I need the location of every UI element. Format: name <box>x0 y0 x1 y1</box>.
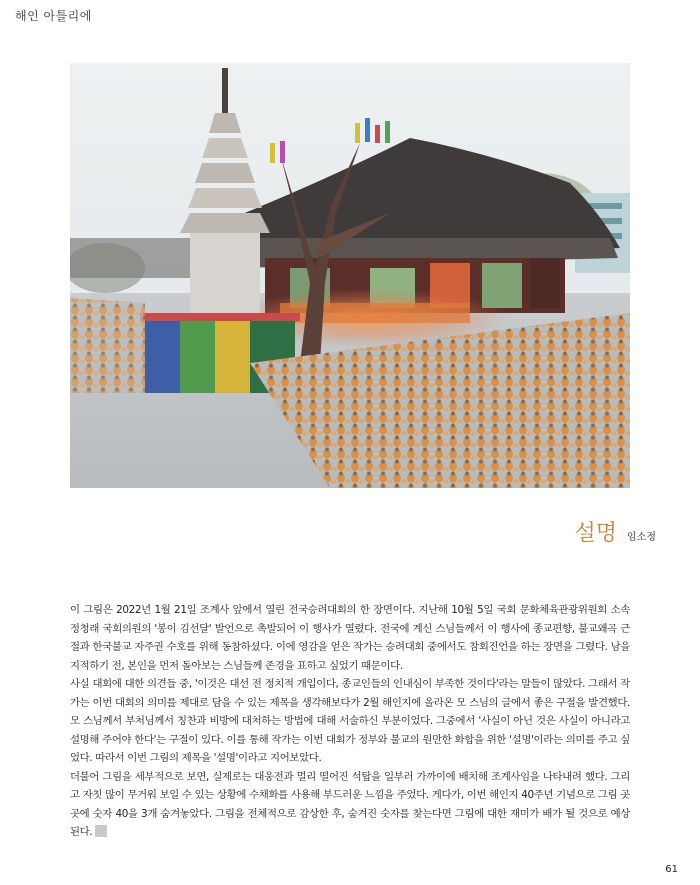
article-author: 임소정 <box>627 532 656 543</box>
article-body <box>70 601 630 842</box>
paragraph-text: 더불어 그림을 세부적으로 보면, 실제로는 대웅전과 멀리 떨어진 석탑을 일부러 가까이에 배치해 조계사임을 나타내려 했다. 그리고 자칫 많이 무거워 보일 수 있는 상황에 수채화를 사용해 부드러운 느낌을 주었다. 게다가, 이번 해인지 40주년 기념으로 그림 곳곳에 숫자 40을 3개 숨겨놓았다. 그림을 전체적으로 감상한 후, 숨겨진 숫자를 찾는다면 그림에 대한 재미가 배가 될 것으로 예상된다. <box>70 770 630 838</box>
running-header: 해인 아틀리에 <box>15 9 92 23</box>
end-mark-icon <box>95 825 107 837</box>
article-title-row <box>575 516 657 547</box>
paragraph: 사실 대회에 대한 의견들 중, '이것은 대선 전 정치적 개입이다, 종교인들의 인내심이 부족한 것이다'라는 말들이 많았다. 그래서 작가는 이번 대회의 의미를 제대로 담을 수 있는 제목을 생각해보다가 2월 해인지에 올라온 모 스님의 글에서 좋은 구절을 발견했다. 모 스님께서 부처님께서 칭찬과 비방에 대처하는 방법에 대해 서술하신 부분이었다. 그중에서 '사실이 아닌 것은 사실이 아니라고 설명해 주어야 한다'는 구절이 있다. 이를 통해 작가는 이번 대회가 정부와 불교의 원만한 화합을 위한 '설명'이라는 의미를 주고 싶었다. 따라서 이번 그림의 제목을 '설명'이라고 지어보았다. <box>70 678 630 764</box>
paragraph: 이 그림은 2022년 1월 21일 조계사 앞에서 열린 전국승려대회의 한 장면이다. 지난해 10월 5일 국회 문화체육관광위원회 소속 정청래 국회의원의 '봉이 김선달' 발언으로 촉발되어 이 행사가 열렸다. 전국에 계신 스님들께서 이 행사에 종교편향, 불교왜곡 근절과 한국불교 자주권 수호를 위해 동참하셨다. 이에 영감을 얻은 작가는 승려대회 중에서도 참회진언을 하는 장면을 그렸다. 남을 지적하기 전, 본인을 먼저 돌아보는 스님들께 존경을 표하고 싶었기 때문이다. <box>70 604 630 672</box>
paragraph <box>70 768 630 842</box>
page-number: 61 <box>665 864 678 875</box>
article-title: 설명 <box>574 521 618 546</box>
watercolor-painting <box>70 63 630 488</box>
